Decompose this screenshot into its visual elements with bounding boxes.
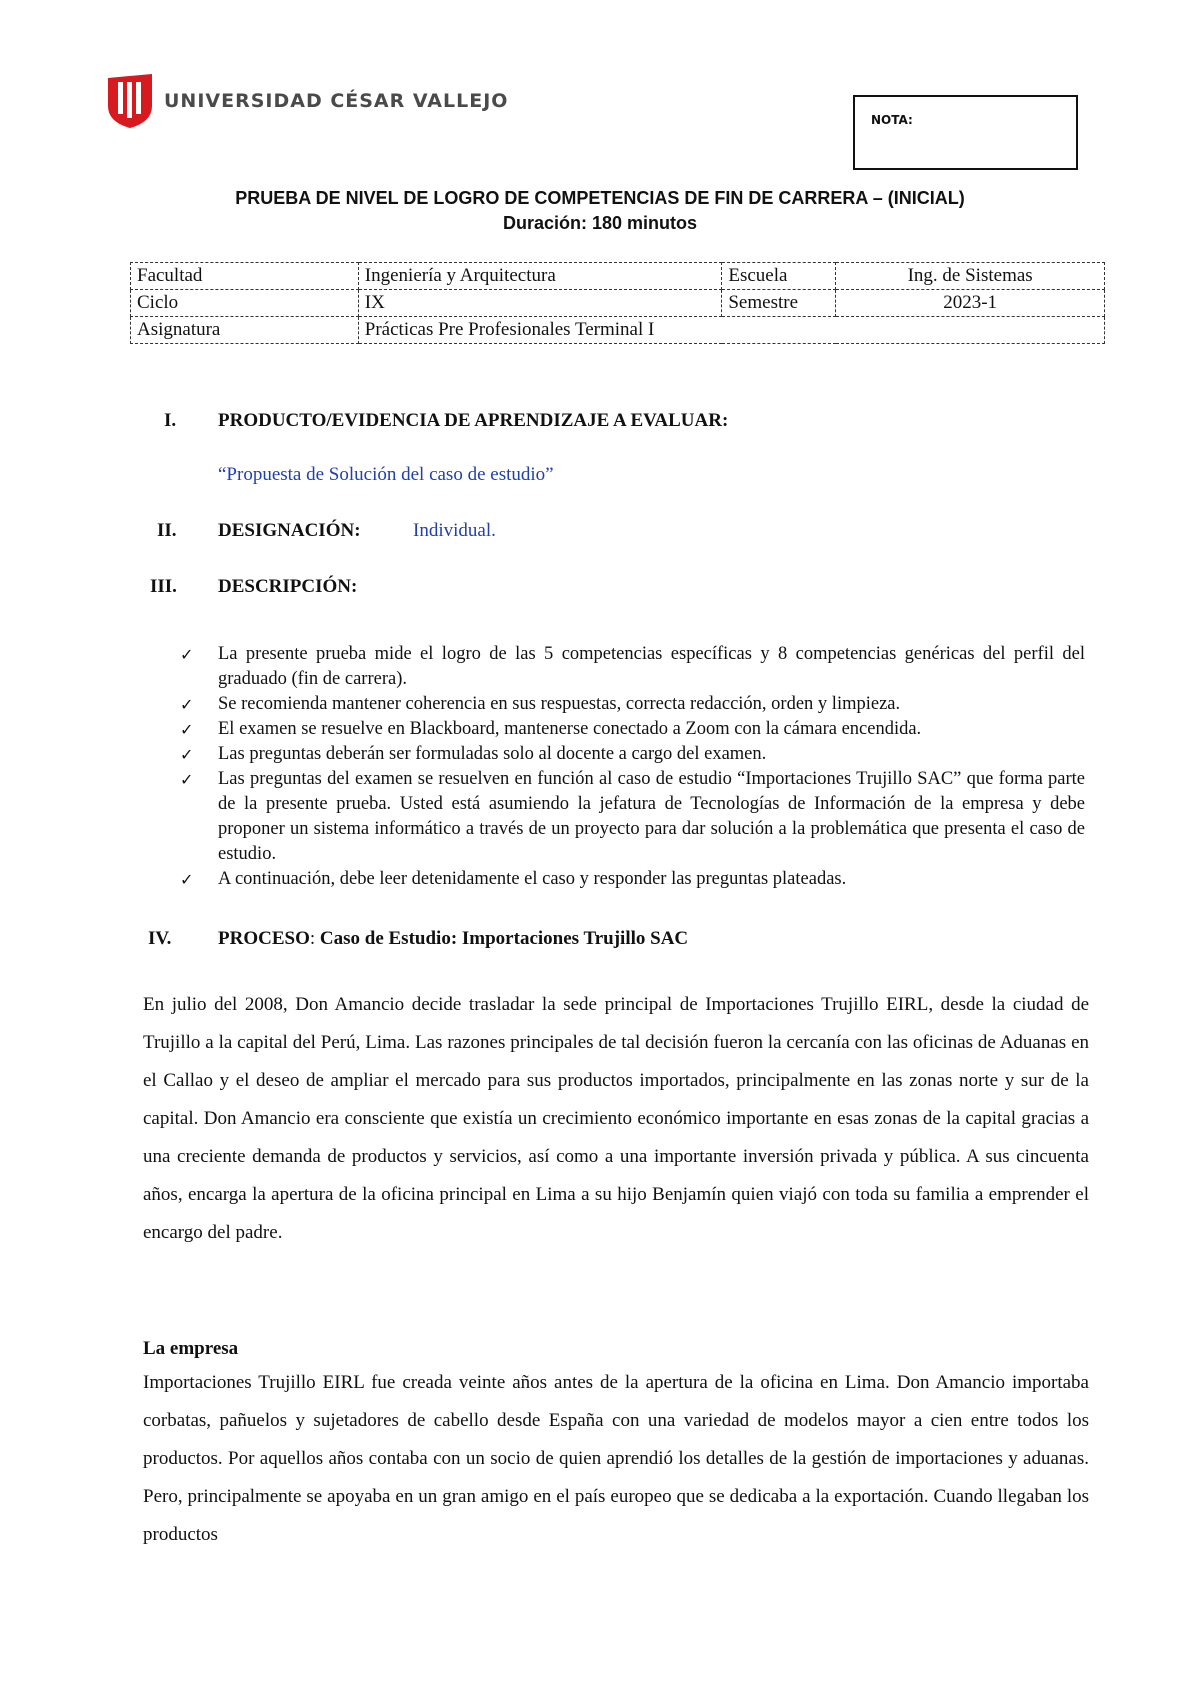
list-item-text: Las preguntas deberán ser formuladas solo al docente a cargo del examen. xyxy=(218,744,767,764)
table-cell: 2023-1 xyxy=(836,290,1105,317)
case-paragraph: En julio del 2008, Don Amancio decide trasladar la sede principal de Importaciones Trujillo EIRL, desde la ciudad de Trujillo a la capital del Perú, Lima. Las razones principales de tal decisión fueron la cercanía con las oficinas de Aduanas en el Callao y el deseo de ampliar el mercado para sus productos importados, principalmente en las zonas norte y sur de la capital. Don Amancio era consciente que existía un crecimiento económico importante en esas zonas de la capital gracias a una creciente demanda de productos y servicios, así como a una importante inversión privada y pública. A sus cincuenta años, encarga la apertura de la oficina principal en Lima a su hijo Benjamín quien viajó con toda su familia a emprender el encargo del padre. xyxy=(143,994,1089,1243)
section-label: PRODUCTO/EVIDENCIA DE APRENDIZAJE A EVALUAR: xyxy=(218,410,729,431)
case-paragraph: Importaciones Trujillo EIRL fue creada veinte años antes de la apertura de la oficina en Lima. Don Amancio importaba corbatas, pañuelos y sujetadores de cabello desde España con una variedad de modelos mayor a cien entre todos los productos. Por aquellos años contaba con un socio de quien aprendió los detalles de la gestión de importaciones y aduanas. Pero, principalmente se apoyaba en un gran amigo en el país europeo que se dedicaba a la exportación. Cuando llegaban los productos xyxy=(143,1372,1089,1545)
table-cell: IX xyxy=(358,290,722,317)
list-item xyxy=(180,767,1085,867)
list-item-text: La presente prueba mide el logro de las 5 competencias específicas y 8 competencias genéricas del perfil del graduado (fin de carrera). xyxy=(218,644,1085,689)
grade-label: NOTA: xyxy=(871,113,913,127)
section-4-heading-line xyxy=(218,928,688,950)
table-cell: Facultad xyxy=(131,263,359,290)
list-item-text: Las preguntas del examen se resuelven en función al caso de estudio “Importaciones Trujillo SAC” que forma parte de la presente prueba. Usted está asumiendo la jefatura de Tecnologías de Información de la empresa y debe proponer un sistema informático a través de un proyecto para dar solución a la problemática que presenta el caso de estudio. xyxy=(218,769,1085,864)
list-item xyxy=(180,642,1085,692)
section-label: DESCRIPCIÓN: xyxy=(218,576,358,597)
table-row xyxy=(131,263,1105,290)
section-number: III. xyxy=(150,576,177,597)
section-number: II. xyxy=(157,520,177,541)
university-logo xyxy=(106,72,508,130)
table-cell: Prácticas Pre Profesionales Terminal I xyxy=(358,317,1104,344)
course-info-table xyxy=(130,262,1105,344)
table-cell: Ing. de Sistemas xyxy=(836,263,1105,290)
section-label: PROCESO xyxy=(218,928,310,949)
section-2-value: Individual. xyxy=(413,520,496,541)
ucv-shield-icon xyxy=(106,72,154,130)
checkmark-icon: ✓ xyxy=(180,870,194,889)
logo-text: UNIVERSIDAD CÉSAR VALLEJO xyxy=(164,90,509,112)
section-4-value: Caso de Estudio: Importaciones Trujillo SAC xyxy=(319,928,689,949)
section-label: DESIGNACIÓN: xyxy=(218,520,361,541)
section-number: IV. xyxy=(148,928,172,949)
list-item xyxy=(180,717,1085,742)
table-cell: Ingeniería y Arquitectura xyxy=(358,263,722,290)
subheading: La empresa xyxy=(143,1338,239,1359)
table-row xyxy=(131,290,1105,317)
table-cell: Ciclo xyxy=(131,290,359,317)
checkmark-icon: ✓ xyxy=(180,645,194,664)
checkmark-icon: ✓ xyxy=(180,745,194,764)
table-row xyxy=(131,317,1105,344)
list-item-text: El examen se resuelve en Blackboard, mantenerse conectado a Zoom con la cámara encendida. xyxy=(218,719,922,739)
section-1-value: “Propuesta de Solución del caso de estudio” xyxy=(218,464,554,485)
exam-title: PRUEBA DE NIVEL DE LOGRO DE COMPETENCIAS DE FIN DE CARRERA – (INICIAL) xyxy=(235,188,965,208)
section-separator: : xyxy=(309,928,320,949)
list-item-text: Se recomienda mantener coherencia en sus respuestas, correcta redacción, orden y limpieza. xyxy=(218,694,901,714)
list-item xyxy=(180,692,1085,717)
list-item xyxy=(180,867,1085,892)
checkmark-icon: ✓ xyxy=(180,695,194,714)
list-item-text: A continuación, debe leer detenidamente el caso y responder las preguntas plateadas. xyxy=(218,869,847,889)
section-number: I. xyxy=(164,410,177,431)
table-cell: Asignatura xyxy=(131,317,359,344)
list-item xyxy=(180,742,1085,767)
table-cell: Semestre xyxy=(722,290,836,317)
grade-box xyxy=(853,95,1078,170)
table-cell: Escuela xyxy=(722,263,836,290)
checkmark-icon: ✓ xyxy=(180,720,194,739)
instructions-list xyxy=(180,642,1085,892)
exam-duration: Duración: 180 minutos xyxy=(502,213,698,233)
checkmark-icon: ✓ xyxy=(180,770,194,789)
